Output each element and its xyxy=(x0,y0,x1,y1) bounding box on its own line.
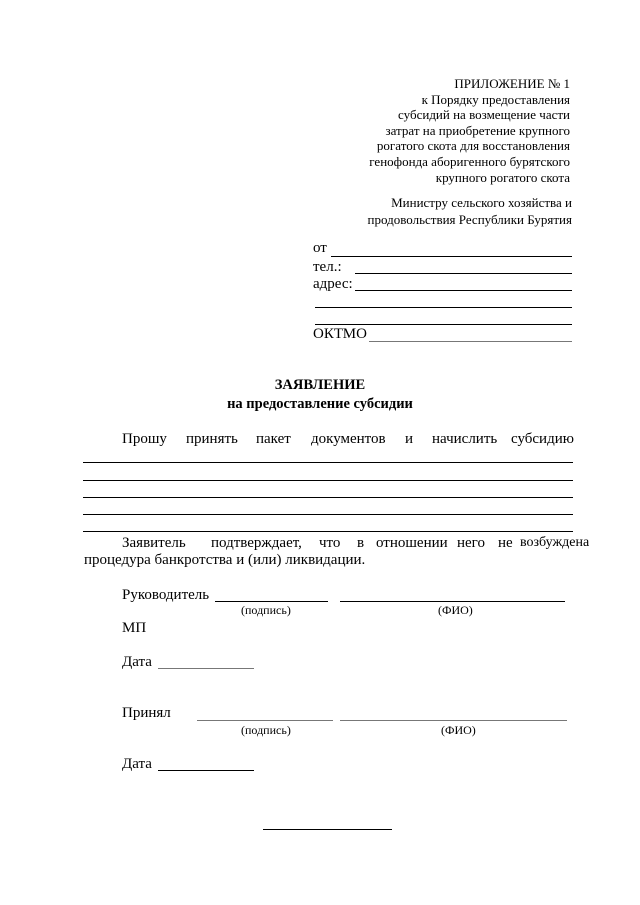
confirmation-word: не xyxy=(498,535,513,551)
date-field[interactable] xyxy=(158,668,254,669)
date-label: Дата xyxy=(122,654,152,670)
fio-caption: (ФИО) xyxy=(438,603,473,617)
head-label: Руководитель xyxy=(122,587,210,603)
confirmation-word: в xyxy=(357,535,365,551)
request-word: и xyxy=(405,431,414,447)
accepted-date-field[interactable] xyxy=(158,770,254,771)
confirmation-word: Заявитель xyxy=(122,535,186,551)
appendix-header xyxy=(369,76,570,185)
request-word: принять xyxy=(186,431,238,447)
request-blank-line[interactable] xyxy=(83,480,573,481)
footer-divider xyxy=(263,829,392,830)
appendix-line: крупного рогатого скота xyxy=(435,169,570,185)
address-label: адрес: xyxy=(313,276,353,292)
accepted-date-label: Дата xyxy=(122,756,152,772)
appendix-line: субсидий на возмещение части xyxy=(398,107,570,123)
from-label: от xyxy=(313,240,327,256)
request-blank-line[interactable] xyxy=(83,531,573,532)
addressee-block xyxy=(368,194,572,228)
request-blank-line[interactable] xyxy=(83,497,573,498)
accepted-signature-caption: (подпись) xyxy=(241,723,291,737)
addressee-line: Министру сельского хозяйства и xyxy=(391,195,572,210)
document-title: ЗАЯВЛЕНИЕ xyxy=(274,377,366,393)
accepted-label: Принял xyxy=(122,705,171,721)
from-field[interactable] xyxy=(331,256,572,257)
confirmation-line-2: процедура банкротства и (или) ликвидации. xyxy=(84,552,366,568)
appendix-line: рогатого скота для восстановления xyxy=(376,138,570,154)
confirmation-word: подтверждает, xyxy=(211,535,302,551)
request-blank-line[interactable] xyxy=(83,514,573,515)
confirmation-word: него xyxy=(457,535,485,551)
addressee-line: продовольствия Республики Бурятия xyxy=(367,212,572,227)
accepted-signature-field[interactable] xyxy=(197,720,333,721)
signature-caption: (подпись) xyxy=(241,603,291,617)
request-word: начислить xyxy=(432,431,498,447)
request-word: пакет xyxy=(256,431,291,447)
phone-field[interactable] xyxy=(355,273,572,274)
confirmation-word: что xyxy=(319,535,341,551)
document-subtitle: на предоставление субсидии xyxy=(227,396,413,412)
request-blank-line[interactable] xyxy=(83,462,573,463)
request-word: Прошу xyxy=(122,431,167,447)
request-word: документов xyxy=(311,431,386,447)
appendix-line: затрат на приобретение крупного xyxy=(385,122,570,138)
confirmation-word: отношении xyxy=(376,535,448,551)
appendix-line: ПРИЛОЖЕНИЕ № 1 xyxy=(454,76,570,91)
oktmo-field[interactable] xyxy=(369,341,572,342)
appendix-line: генофонда аборигенного бурятского xyxy=(369,153,570,169)
accepted-fio-caption: (ФИО) xyxy=(441,723,476,737)
address-field-line-3[interactable] xyxy=(315,324,572,325)
head-signature-field[interactable] xyxy=(215,601,328,602)
head-fio-field[interactable] xyxy=(340,601,565,602)
request-word: субсидию xyxy=(511,431,574,447)
address-field-line-2[interactable] xyxy=(315,307,572,308)
accepted-fio-field[interactable] xyxy=(340,720,567,721)
stamp-label: МП xyxy=(122,620,147,636)
address-field[interactable] xyxy=(355,290,572,291)
confirmation-word: возбуждена xyxy=(520,535,590,550)
phone-label: тел.: xyxy=(313,259,342,275)
appendix-line: к Порядку предоставления xyxy=(421,91,570,107)
oktmo-label: ОКТМО xyxy=(313,326,367,342)
